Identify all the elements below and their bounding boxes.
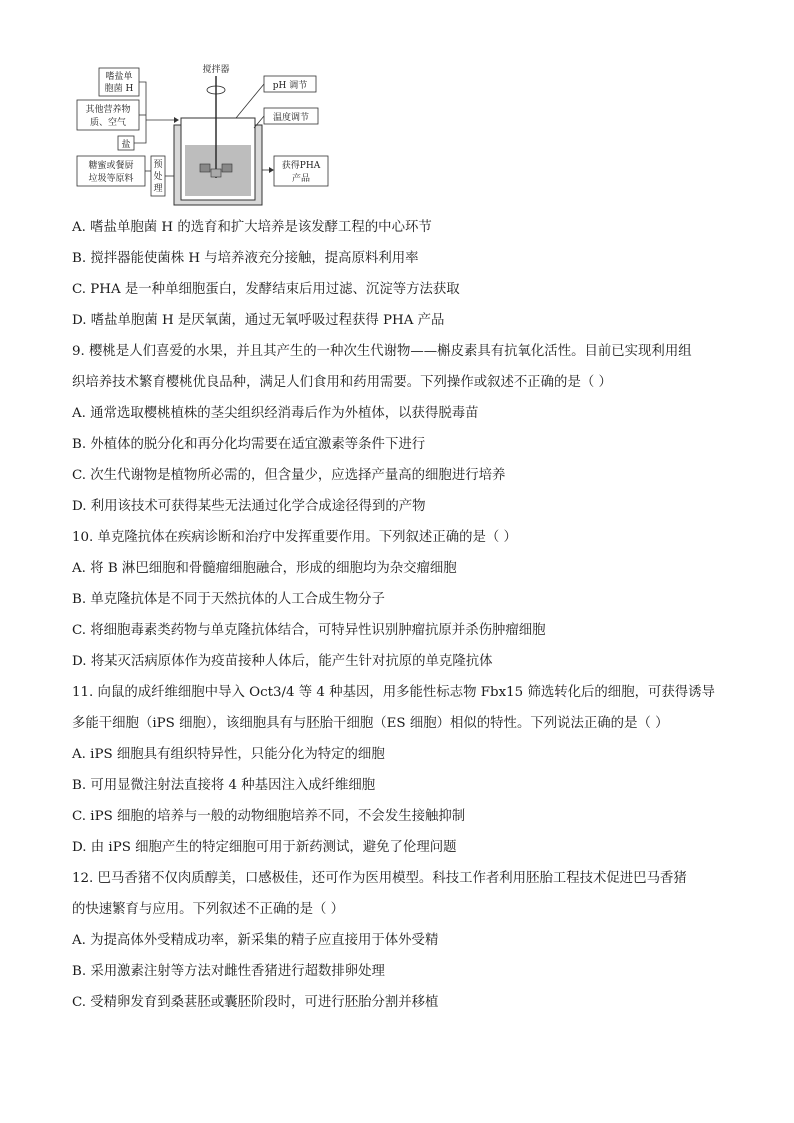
raw-label-2: 垃圾等原料 bbox=[88, 174, 134, 184]
nutrients-label-2: 质、空气 bbox=[89, 118, 127, 128]
q12-option-c: C. 受精卵发育到桑葚胚或囊胚阶段时，可进行胚胎分割并移植 bbox=[72, 995, 439, 1010]
impeller-blade-right bbox=[222, 164, 232, 172]
q8-option-b: B. 搅拌器能使菌株 H 与培养液充分接触，提高原料利用率 bbox=[72, 251, 419, 266]
q12-stem-line-1: 12. 巴马香猪不仅肉质醇美，口感极佳，还可作为医用模型。科技工作者利用胚胎工程技术促进巴马香猪 bbox=[72, 871, 687, 886]
pre-label-2: 处 bbox=[153, 172, 163, 182]
q10-option-a: A. 将 B 淋巴细胞和骨髓瘤细胞融合，形成的细胞均为杂交瘤细胞 bbox=[72, 561, 457, 576]
impeller-blade-left bbox=[200, 164, 210, 172]
temp-label: 温度调节 bbox=[272, 113, 310, 123]
q10-stem-line-1: 10. 单克隆抗体在疾病诊断和治疗中发挥重要作用。下列叙述正确的是（ ） bbox=[72, 530, 517, 545]
q11-stem-line-2: 多能干细胞（iPS 细胞），该细胞具有与胚胎干细胞（ES 细胞）相似的特性。下列说法正确的是（ ） bbox=[72, 716, 669, 731]
q11-stem-line-1: 11. 向鼠的成纤维细胞中导入 Oct3/4 等 4 种基因，用多能性标志物 Fbx15 筛选转化后的细胞，可获得诱导 bbox=[72, 685, 715, 700]
bacteria-label-1: 嗜盐单 bbox=[105, 72, 133, 82]
q11-option-c: C. iPS 细胞的培养与一般的动物细胞培养不同，不会发生接触抑制 bbox=[72, 809, 466, 824]
q9-option-b: B. 外植体的脱分化和再分化均需要在适宜激素等条件下进行 bbox=[72, 437, 426, 452]
fermentation-diagram bbox=[74, 60, 334, 210]
product-label-1: 获得PHA bbox=[281, 161, 321, 171]
fermentation-diagram-svg bbox=[74, 60, 334, 210]
bacteria-label-2: 胞菌 H bbox=[104, 84, 134, 94]
q9-option-d: D. 利用该技术可获得某些无法通过化学合成途径得到的产物 bbox=[72, 499, 426, 514]
q9-option-c: C. 次生代谢物是植物所必需的，但含量少，应选择产量高的细胞进行培养 bbox=[72, 468, 506, 483]
q11-option-b: B. 可用显微注射法直接将 4 种基因注入成纤维细胞 bbox=[72, 778, 376, 793]
product-label-2: 产品 bbox=[291, 174, 311, 184]
raw-label-1: 糖蜜或餐厨 bbox=[88, 161, 134, 171]
q8-option-a: A. 嗜盐单胞菌 H 的选育和扩大培养是该发酵工程的中心环节 bbox=[72, 220, 432, 235]
q9-option-a: A. 通常选取樱桃植株的茎尖组织经消毒后作为外植体，以获得脱毒苗 bbox=[72, 406, 479, 421]
q12-stem-line-2: 的快速繁育与应用。下列叙述不正确的是（ ） bbox=[72, 902, 345, 917]
stirrer-label: 搅拌器 bbox=[202, 65, 230, 75]
nutrients-label-1: 其他营养物 bbox=[85, 105, 131, 115]
q12-option-b: B. 采用激素注射等方法对雌性香猪进行超数排卵处理 bbox=[72, 964, 385, 979]
question-content bbox=[72, 212, 732, 1018]
q12-option-a: A. 为提高体外受精成功率，新采集的精子应直接用于体外受精 bbox=[72, 933, 439, 948]
ph-label: pH 调节 bbox=[272, 81, 308, 91]
q8-option-d: D. 嗜盐单胞菌 H 是厌氧菌，通过无氧呼吸过程获得 PHA 产品 bbox=[72, 313, 445, 328]
salt-label: 盐 bbox=[121, 140, 131, 150]
q10-option-d: D. 将某灭活病原体作为疫苗接种人体后，能产生针对抗原的单克隆抗体 bbox=[72, 654, 493, 669]
q11-option-d: D. 由 iPS 细胞产生的特定细胞可用于新药测试，避免了伦理问题 bbox=[72, 840, 457, 855]
q9-stem-line-1: 9. 樱桃是人们喜爱的水果，并且其产生的一种次生代谢物——槲皮素具有抗氧化活性。目前已实现利用组 bbox=[72, 344, 692, 359]
q10-option-c: C. 将细胞毒素类药物与单克隆抗体结合，可特异性识别肿瘤抗原并杀伤肿瘤细胞 bbox=[72, 623, 546, 638]
pre-label-1: 预 bbox=[153, 160, 163, 170]
pre-label-3: 理 bbox=[153, 184, 163, 194]
q10-option-b: B. 单克隆抗体是不同于天然抗体的人工合成生物分子 bbox=[72, 592, 385, 607]
q11-option-a: A. iPS 细胞具有组织特异性，只能分化为特定的细胞 bbox=[72, 747, 385, 762]
q8-option-c: C. PHA 是一种单细胞蛋白，发酵结束后用过滤、沉淀等方法获取 bbox=[72, 282, 460, 297]
q9-stem-line-2: 织培养技术繁育樱桃优良品种，满足人们食用和药用需要。下列操作或叙述不正确的是（ ） bbox=[72, 375, 612, 390]
